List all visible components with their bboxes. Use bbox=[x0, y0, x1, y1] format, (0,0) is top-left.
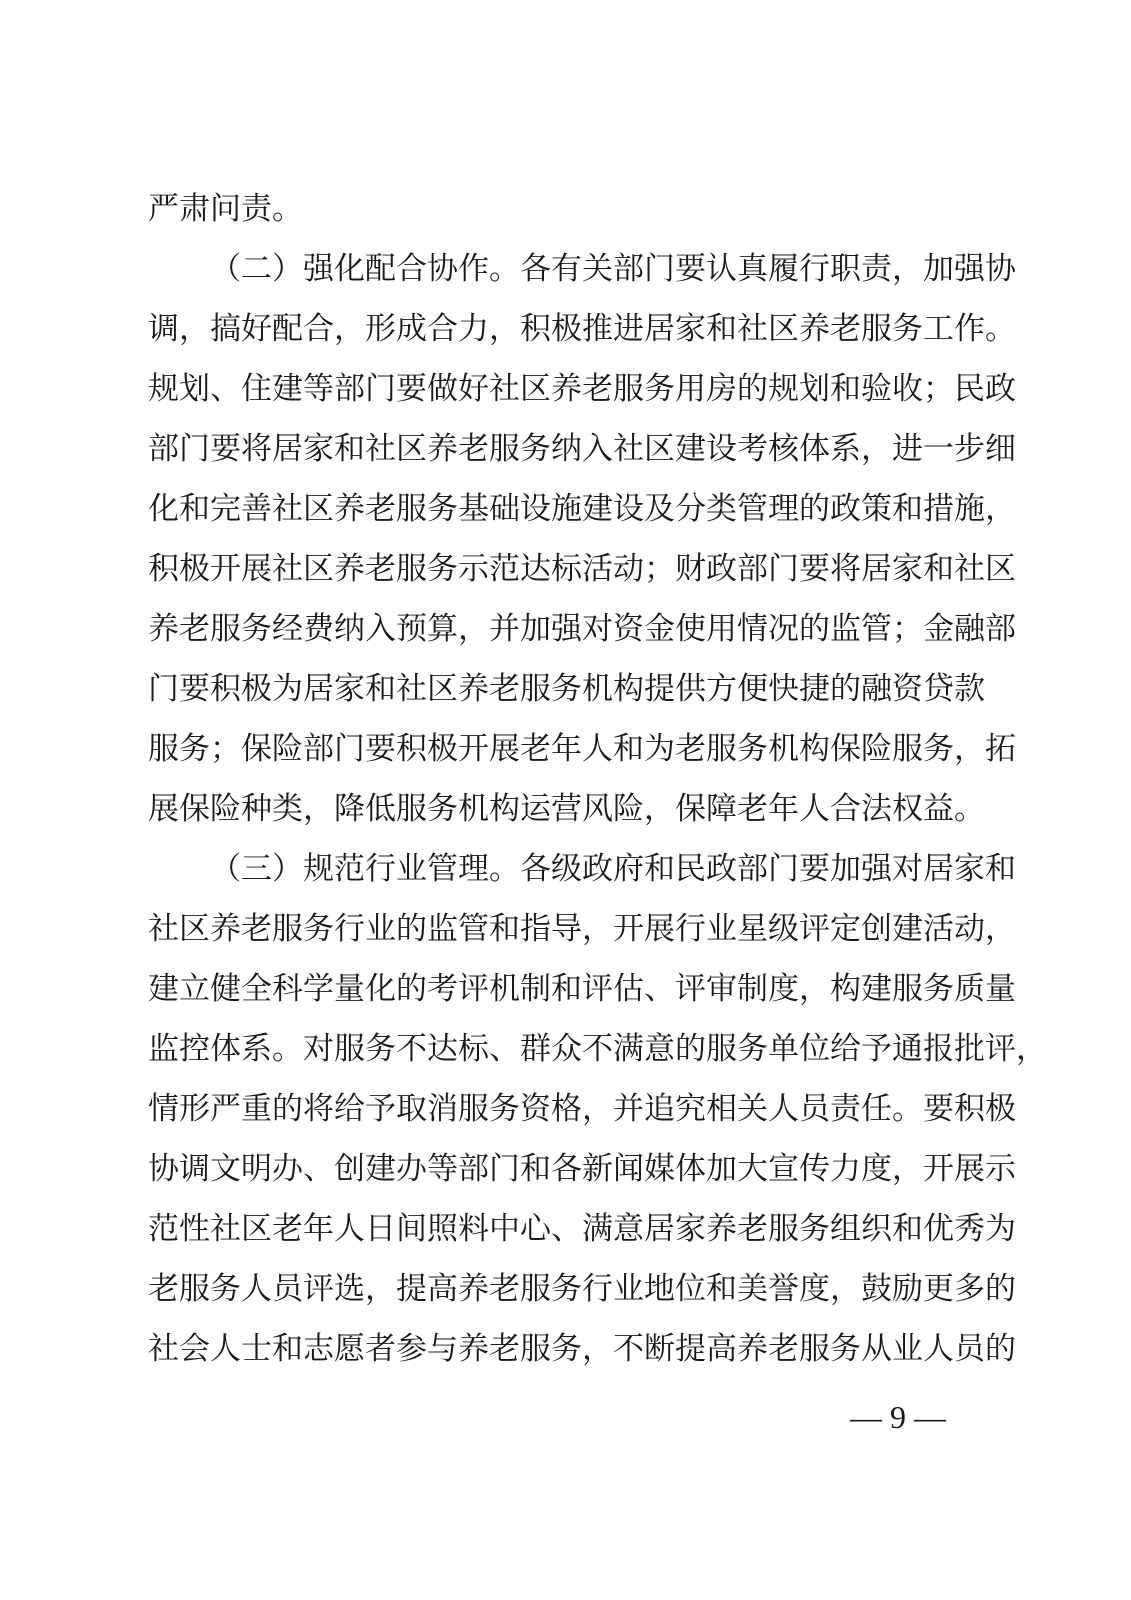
section-heading-line: （三）规范行业管理。各级政府和民政部门要加强对居家和 bbox=[210, 851, 1016, 887]
text-line: 老服务人员评选，提高养老服务行业地位和美誉度，鼓励更多的 bbox=[148, 1271, 1016, 1307]
text-line: 展保险种类，降低服务机构运营风险，保障老年人合法权益。 bbox=[148, 791, 985, 827]
text-line: 社会人士和志愿者参与养老服务，不断提高养老服务从业人员的 bbox=[148, 1331, 1016, 1367]
text-line: 调，搞好配合，形成合力，积极推进居家和社区养老服务工作。 bbox=[148, 311, 1016, 347]
text-line: 服务；保险部门要积极开展老年人和为老服务机构保险服务，拓 bbox=[148, 731, 1016, 767]
text-line: 监控体系。对服务不达标、群众不满意的服务单位给予通报批评， bbox=[148, 1031, 1047, 1067]
page-number: — 9 — bbox=[850, 1399, 946, 1435]
text-line: 规划、住建等部门要做好社区养老服务用房的规划和验收；民政 bbox=[148, 371, 1016, 407]
text-line: 社区养老服务行业的监管和指导，开展行业星级评定创建活动， bbox=[148, 911, 1016, 947]
text-line: 养老服务经费纳入预算，并加强对资金使用情况的监管；金融部 bbox=[148, 611, 1016, 647]
text-line: 建立健全科学量化的考评机制和评估、评审制度，构建服务质量 bbox=[148, 971, 1016, 1007]
text-line: 情形严重的将给予取消服务资格，并追究相关人员责任。要积极 bbox=[148, 1091, 1016, 1127]
text-line: 部门要将居家和社区养老服务纳入社区建设考核体系，进一步细 bbox=[148, 431, 1016, 467]
text-line: 门要积极为居家和社区养老服务机构提供方便快捷的融资贷款 bbox=[148, 671, 985, 707]
text-line: 化和完善社区养老服务基础设施建设及分类管理的政策和措施， bbox=[148, 491, 1016, 527]
text-line: 范性社区老年人日间照料中心、满意居家养老服务组织和优秀为 bbox=[148, 1211, 1016, 1247]
text-line: 协调文明办、创建办等部门和各新闻媒体加大宣传力度，开展示 bbox=[148, 1151, 1016, 1187]
text-line: 积极开展社区养老服务示范达标活动；财政部门要将居家和社区 bbox=[148, 551, 1016, 587]
text-line: 严肃问责。 bbox=[148, 191, 303, 227]
section-heading-line: （二）强化配合协作。各有关部门要认真履行职责，加强协 bbox=[210, 251, 1016, 287]
